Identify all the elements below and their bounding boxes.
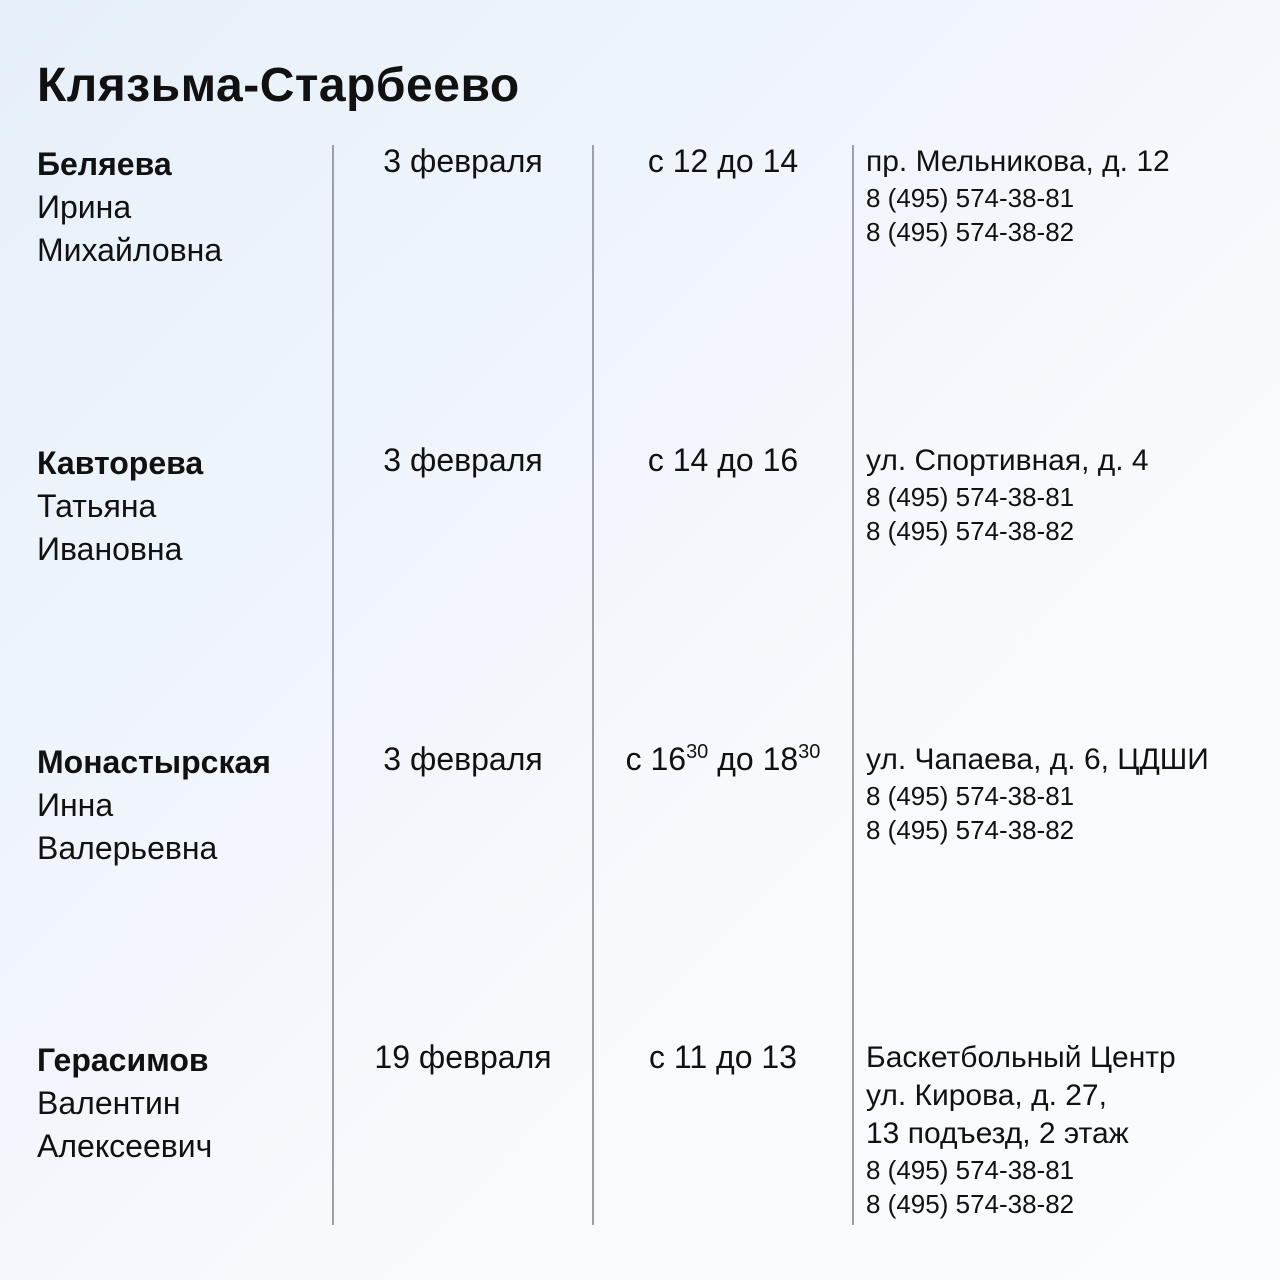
phone-number: 8 (495) 574-38-82 [866,1189,1075,1219]
first-name: Инна [37,787,114,823]
address-line: ул. Спортивная, д. 4 [866,444,1149,477]
phone-number: 8 (495) 574-38-82 [866,217,1075,247]
phones [866,1153,1276,1221]
contact-info [866,442,1276,548]
address [866,741,1276,779]
reception-date: 3 февраля [383,143,543,179]
contact-info [866,1039,1276,1221]
phone-number: 8 (495) 574-38-82 [866,815,1075,845]
address [866,442,1276,480]
reception-time [594,442,852,478]
reception-time [594,1039,852,1075]
phones [866,181,1276,249]
phone-number: 8 (495) 574-38-81 [866,1155,1075,1185]
address-line: ул. Кирова, д. 27, [866,1079,1107,1112]
address-line: ул. Чапаева, д. 6, ЦДШИ [866,743,1209,776]
first-name: Ирина [37,189,132,225]
time-to: до 13 [707,1039,797,1075]
time-to: до 16 [708,442,799,478]
official-name [37,1039,212,1168]
official-name [37,741,271,870]
address-line: пр. Мельникова, д. 12 [866,145,1170,178]
contact-info [866,143,1276,249]
surname: Кавторева [37,445,204,481]
first-name: Татьяна [37,488,157,524]
address-line: Баскетбольный Центр [866,1041,1176,1074]
reception-date: 19 февраля [374,1039,552,1075]
page-title: Клязьма-Старбеево [37,59,520,112]
surname: Монастырская [37,744,271,780]
address-line: 13 подъезд, 2 этаж [866,1117,1129,1150]
patronymic: Ивановна [37,531,183,567]
surname: Герасимов [37,1042,209,1078]
surname: Беляева [37,146,172,182]
phone-number: 8 (495) 574-38-81 [866,781,1075,811]
time-from: с 14 [647,442,709,478]
phone-number: 8 (495) 574-38-81 [866,183,1075,213]
official-name [37,442,203,571]
phone-number: 8 (495) 574-38-81 [866,482,1075,512]
patronymic: Михайловна [37,232,223,268]
time-from: с 12 [647,143,709,179]
time-from: с 16 [625,741,687,777]
time-from-minutes: 30 [686,741,709,763]
time-from: с 11 [649,1039,708,1075]
column-divider [852,145,854,1225]
address [866,143,1276,181]
reception-time [594,741,852,777]
time-to-minutes: 30 [798,741,821,763]
patronymic: Алексеевич [37,1128,213,1164]
official-name [37,143,222,272]
address [866,1039,1276,1153]
patronymic: Валерьевна [37,830,218,866]
phones [866,480,1276,548]
reception-date: 3 февраля [383,741,543,777]
reception-time [594,143,852,179]
first-name: Валентин [37,1085,181,1121]
contact-info [866,741,1276,847]
phones [866,779,1276,847]
time-to: до 14 [708,143,799,179]
phone-number: 8 (495) 574-38-82 [866,516,1075,546]
reception-date: 3 февраля [383,442,543,478]
time-to: до 18 [708,741,799,777]
